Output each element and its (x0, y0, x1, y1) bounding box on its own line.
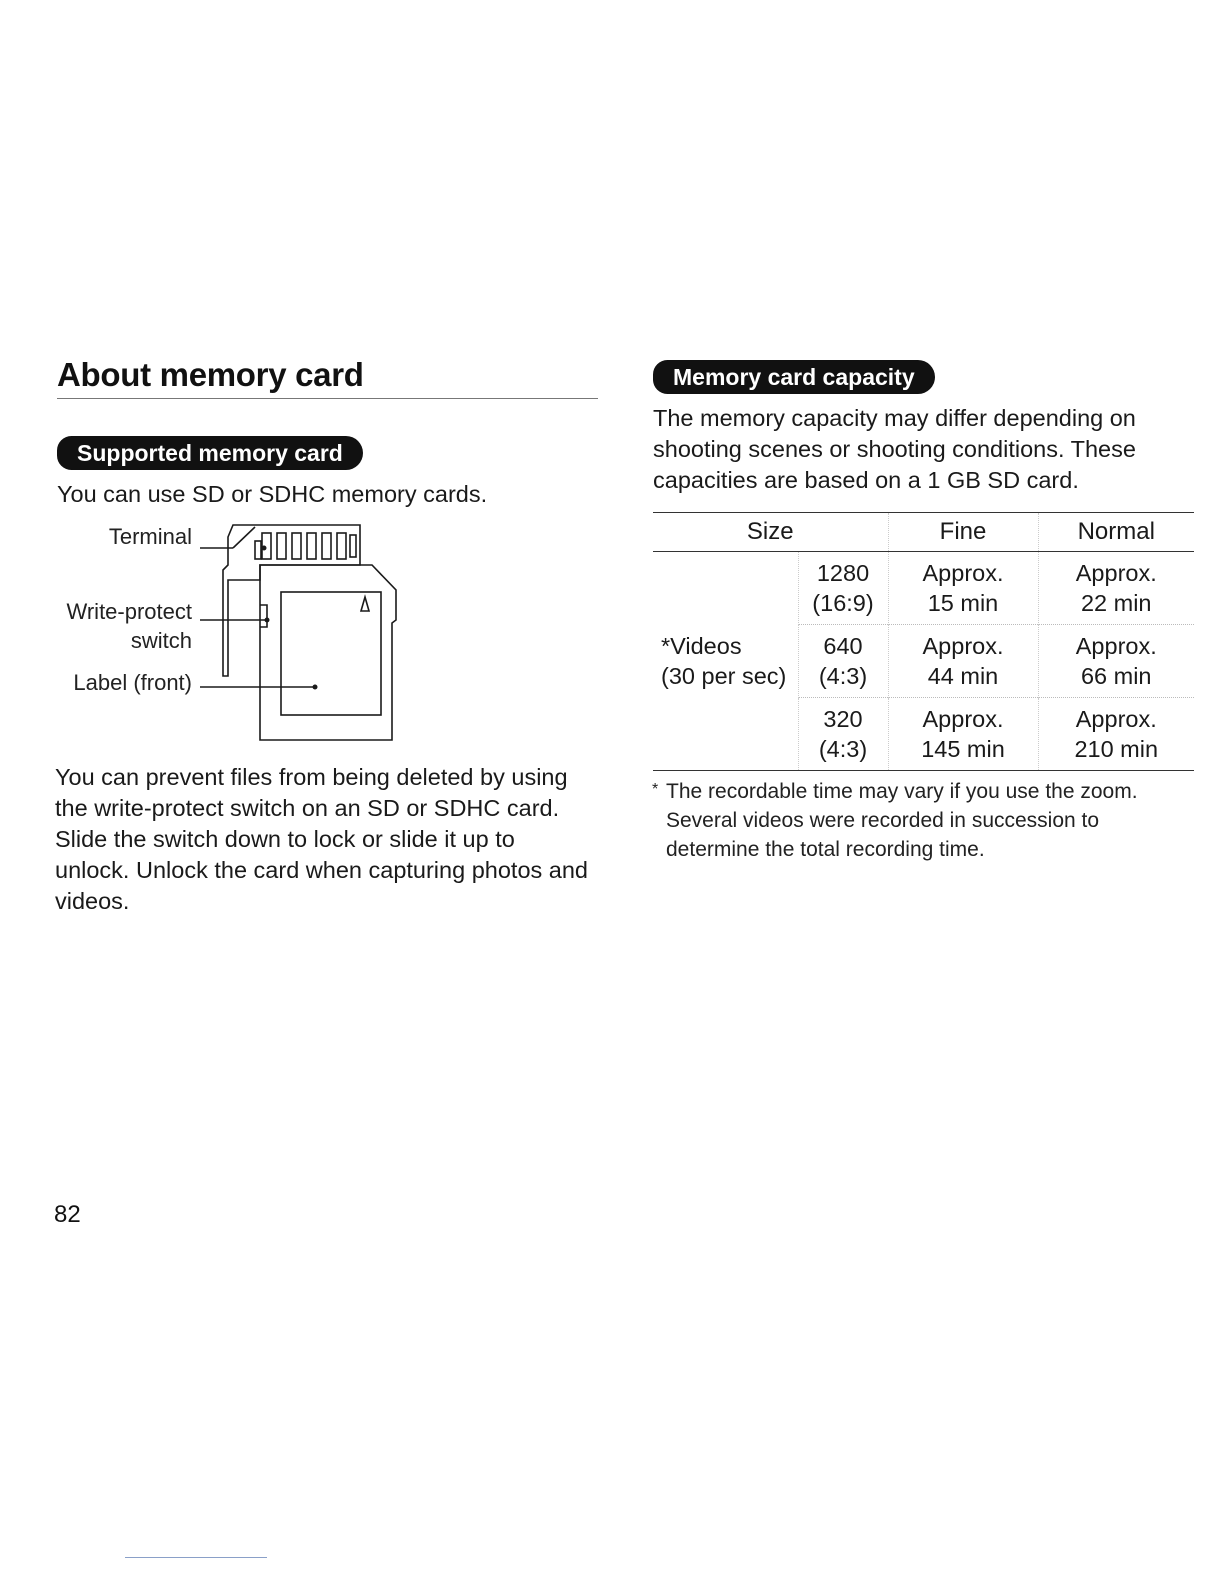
title-underline (57, 398, 598, 399)
terminal-label: Terminal (108, 524, 192, 549)
fine-value: 44 min (927, 663, 999, 689)
resolution-cell (798, 698, 888, 771)
fine-prefix: Approx. (922, 706, 1004, 732)
fine-cell (888, 698, 1038, 771)
resolution-value: 1280 (816, 560, 870, 586)
fine-value: 15 min (927, 590, 999, 616)
write-protect-description: You can prevent files from being deleted by using the write-protect switch on an SD or SDHC card. Slide the switch down to lock or slide it up to unlock. Unlock the card when capturing photos and videos. (55, 764, 588, 914)
page-title: About memory card (57, 356, 364, 393)
table-header-row (653, 513, 1194, 552)
table-footnote (652, 777, 1192, 864)
fine-cell (888, 625, 1038, 698)
normal-prefix: Approx. (1075, 633, 1157, 659)
page-number: 82 (54, 1201, 81, 1228)
video-fps-label: (30 per sec) (661, 663, 787, 689)
supported-intro: You can use SD or SDHC memory cards. (57, 481, 488, 507)
capacity-description: The memory capacity may differ depending on shooting scenes or shooting conditions. These capacities are based on a 1 GB SD card. (653, 405, 1136, 493)
resolution-cell (798, 625, 888, 698)
capacity-table (653, 512, 1194, 771)
size-header: Size (746, 518, 794, 545)
video-type-label: *Videos (661, 633, 742, 659)
normal-prefix: Approx. (1075, 560, 1157, 586)
supported-memory-card-heading: Supported memory card (57, 436, 363, 470)
table-row (653, 552, 1194, 625)
lock-arrow-mark (361, 597, 369, 611)
aspect-value: (4:3) (818, 663, 868, 689)
normal-cell (1038, 625, 1194, 698)
sd-card-diagram (55, 515, 415, 750)
label-front-label: Label (front) (73, 670, 192, 695)
normal-value: 22 min (1080, 590, 1152, 616)
footnote-asterisk: * (652, 781, 659, 798)
bottom-rule (125, 1557, 267, 1558)
write-protect-label: Write-protect (66, 599, 192, 624)
video-type-cell (653, 552, 798, 771)
write-protect-switch (260, 605, 267, 627)
normal-header: Normal (1038, 513, 1194, 552)
normal-cell (1038, 698, 1194, 771)
fine-prefix: Approx. (922, 560, 1004, 586)
resolution-value: 640 (823, 633, 863, 659)
fine-header: Fine (888, 513, 1038, 552)
fine-prefix: Approx. (922, 633, 1004, 659)
fine-cell (888, 552, 1038, 625)
terminal-contacts (255, 533, 356, 559)
normal-cell (1038, 552, 1194, 625)
resolution-cell (798, 552, 888, 625)
fine-value: 145 min (921, 736, 1005, 762)
write-protect-label-line2: switch (130, 628, 192, 653)
normal-value: 210 min (1074, 736, 1159, 762)
aspect-value: (4:3) (818, 736, 868, 762)
aspect-value: (16:9) (812, 590, 874, 616)
resolution-value: 320 (823, 706, 863, 732)
footnote-text: The recordable time may vary if you use the zoom. Several videos were recorded in succession to determine the total recording time. (666, 780, 1138, 861)
normal-value: 66 min (1080, 663, 1152, 689)
normal-prefix: Approx. (1075, 706, 1157, 732)
memory-card-capacity-heading: Memory card capacity (653, 360, 935, 394)
